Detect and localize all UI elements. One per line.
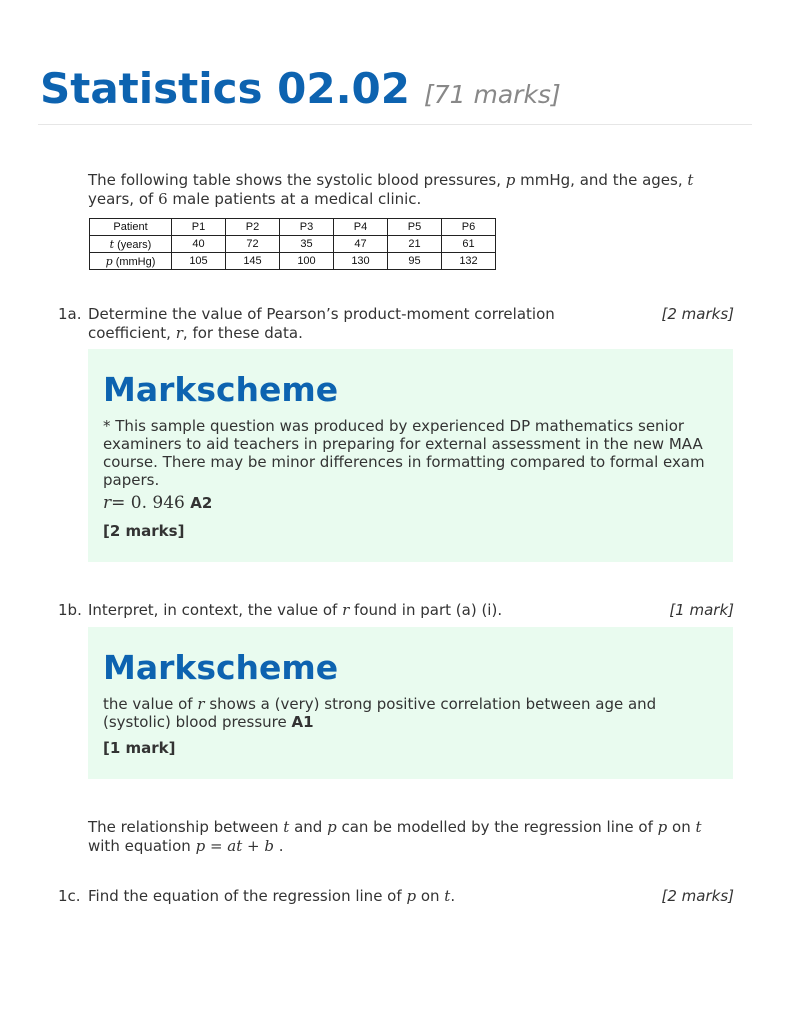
- text-fragment: found in part (a) (i).: [354, 601, 503, 619]
- markscheme-title: Markscheme: [103, 370, 339, 409]
- table-cell: 100: [280, 253, 334, 270]
- intro-text-4: male patients at a medical clinic.: [172, 190, 422, 208]
- header-divider: [38, 124, 752, 125]
- page-title: Statistics 02.02: [40, 64, 410, 113]
- table-row-label: [90, 253, 172, 270]
- table-cell: 35: [280, 236, 334, 253]
- table-cell: Patient: [90, 219, 172, 236]
- text-fragment: coefficient,: [88, 324, 171, 342]
- text-fragment: The relationship between: [88, 818, 279, 836]
- table-cell: P5: [388, 219, 442, 236]
- table-header-row: [90, 219, 496, 236]
- table-cell: 61: [442, 236, 496, 253]
- text-fragment: and: [294, 818, 323, 836]
- markscheme-title: Markscheme: [103, 648, 339, 687]
- question-text-line: [88, 324, 588, 343]
- table-row: [90, 253, 496, 270]
- var-r: r: [197, 695, 205, 713]
- table-cell: P6: [442, 219, 496, 236]
- question-text: [88, 601, 608, 620]
- table-cell: P4: [334, 219, 388, 236]
- markscheme-box: [88, 627, 733, 779]
- var-t: t: [695, 818, 702, 836]
- text-fragment: on: [672, 818, 691, 836]
- var-r: r: [175, 324, 183, 342]
- intro-text-3: years, of: [88, 190, 154, 208]
- table-cell: 105: [172, 253, 226, 270]
- table-cell: 21: [388, 236, 442, 253]
- page-header: [40, 64, 561, 113]
- question-text: [88, 305, 588, 343]
- text-fragment: .: [273, 837, 284, 855]
- text-fragment: the value of: [103, 695, 193, 713]
- row-label-unit: (mmHg): [115, 255, 156, 268]
- table-row: [90, 236, 496, 253]
- intro-num: 6: [158, 190, 168, 208]
- total-marks: [71 marks]: [423, 80, 561, 109]
- markscheme-total: [2 marks]: [103, 522, 185, 540]
- row-label-var: p: [105, 254, 113, 268]
- equation-op: =: [205, 837, 228, 855]
- table-cell: 47: [334, 236, 388, 253]
- relationship-paragraph: [88, 818, 728, 856]
- markscheme-answer: [103, 494, 718, 512]
- intro-var-t: t: [687, 171, 694, 189]
- table-row-label: [90, 236, 172, 253]
- answer-mark: A1: [291, 713, 314, 731]
- var-p: p: [327, 818, 337, 836]
- row-label-unit: (years): [117, 238, 152, 251]
- var-r: r: [342, 601, 350, 619]
- text-fragment: with equation: [88, 837, 191, 855]
- question-number: 1a.: [58, 305, 82, 323]
- answer-value: = 0. 946: [111, 493, 185, 513]
- text-fragment: Find the equation of the regression line of: [88, 887, 402, 905]
- row-label-var: t: [109, 237, 115, 251]
- text-fragment: Interpret, in context, the value of: [88, 601, 338, 619]
- text-fragment: , for these data.: [182, 324, 303, 342]
- text-fragment: on: [420, 887, 440, 905]
- intro-text-1: The following table shows the systolic blood pressures,: [88, 171, 501, 189]
- var-t: t: [444, 887, 451, 905]
- equation-lhs: p: [195, 837, 206, 855]
- equation-term: at: [227, 837, 243, 855]
- var-t: t: [283, 818, 290, 836]
- text-fragment: can be modelled by the regression line of: [341, 818, 653, 836]
- data-table: [89, 218, 496, 270]
- table-cell: P2: [226, 219, 280, 236]
- table-cell: 130: [334, 253, 388, 270]
- question-marks: [1 mark]: [669, 601, 734, 619]
- text-fragment: shows a (very) strong positive correlation between age and (systolic) blood pressure: [103, 695, 657, 731]
- intro-var-p: p: [505, 171, 516, 189]
- table-cell: 145: [226, 253, 280, 270]
- var-p: p: [406, 887, 417, 905]
- intro-text-2: mmHg, and the ages,: [520, 171, 683, 189]
- equation-op: +: [242, 837, 265, 855]
- markscheme-total: [1 mark]: [103, 739, 176, 757]
- question-text: [88, 887, 608, 906]
- var-p: p: [657, 818, 668, 836]
- answer-mark: A2: [190, 494, 213, 512]
- question-marks: [2 marks]: [661, 887, 734, 905]
- table-cell: P1: [172, 219, 226, 236]
- markscheme-box: [88, 349, 733, 562]
- intro-paragraph: [88, 171, 728, 209]
- markscheme-note: * This sample question was produced by experienced DP mathematics senior examiners to aid teachers in preparing for external assessment in the new MAA course. There may be minor differences in formatting compared to formal exam papers.: [103, 417, 705, 489]
- table-cell: 95: [388, 253, 442, 270]
- table-cell: 40: [172, 236, 226, 253]
- equation-term: b: [264, 837, 274, 855]
- answer-var: r: [103, 493, 112, 513]
- question-number: 1b.: [58, 601, 82, 619]
- table-cell: 72: [226, 236, 280, 253]
- question-text-line: Determine the value of Pearson’s product-moment correlation: [88, 305, 555, 323]
- table-cell: 132: [442, 253, 496, 270]
- question-marks: [2 marks]: [661, 305, 734, 323]
- text-fragment: .: [450, 887, 456, 905]
- table-cell: P3: [280, 219, 334, 236]
- markscheme-answer: [103, 695, 718, 731]
- question-number: 1c.: [58, 887, 81, 905]
